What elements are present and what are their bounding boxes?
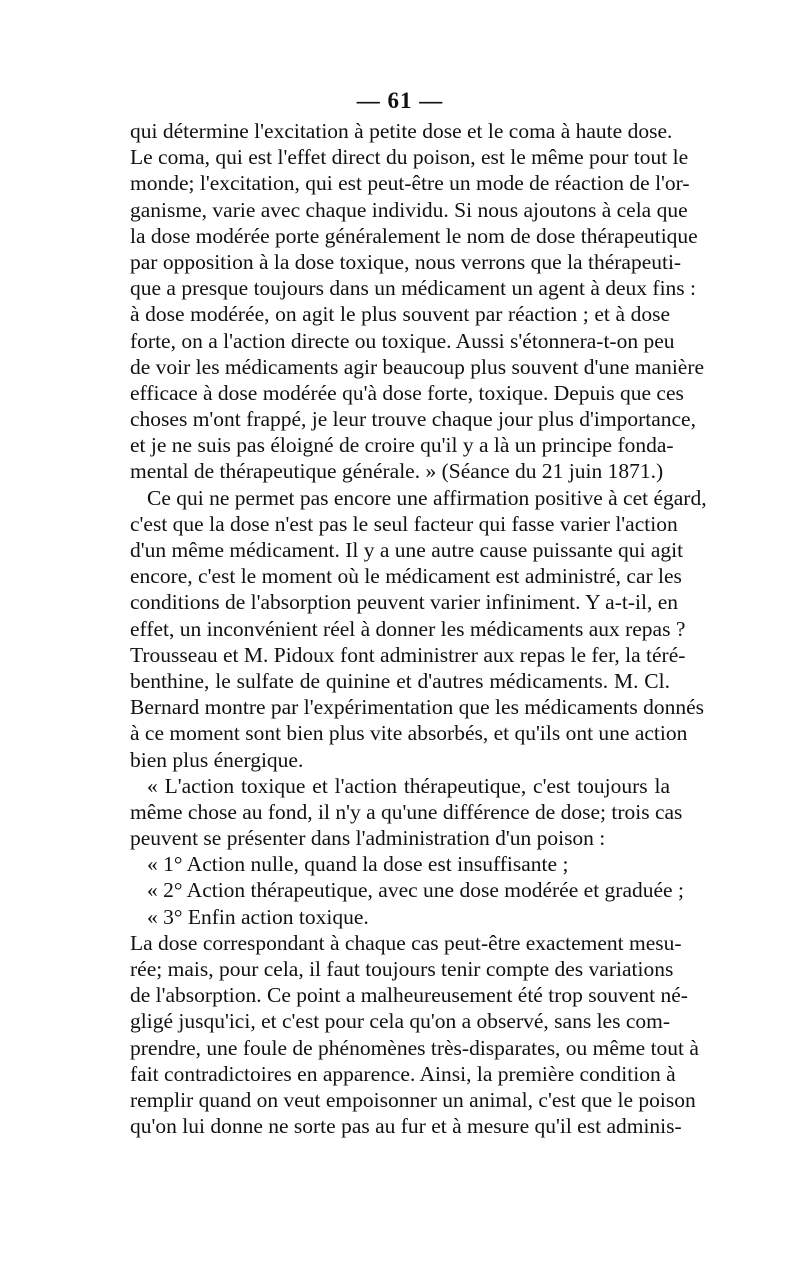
text-line: « 1° Action nulle, quand la dose est insuffisante ; <box>147 852 569 877</box>
text-line: encore, c'est le moment où le médicament est administré, car les <box>130 564 682 589</box>
text-line: « 3° Enfin action toxique. <box>147 904 369 929</box>
text-line: remplir quand on veut empoisonner un animal, c'est que le poison <box>130 1087 696 1112</box>
text-line: bien plus énergique. <box>130 747 304 772</box>
text-line: « 2° Action thérapeutique, avec une dose modérée et graduée ; <box>147 878 684 903</box>
text-line: La dose correspondant à chaque cas peut-être exactement mesu- <box>130 930 682 955</box>
text-line: Bernard montre par l'expérimentation que les médicaments donnés <box>130 695 705 720</box>
text-line: forte, on a l'action directe ou toxique. Aussi s'étonnera-t-on peu <box>130 328 675 353</box>
body-text <box>130 118 707 1139</box>
text-line: efficace à dose modérée qu'à dose forte, toxique. Depuis que ces <box>130 380 684 405</box>
text-line: de voir les médicaments agir beaucoup plus souvent d'une manière <box>130 354 705 379</box>
text-line: rée; mais, pour cela, il faut toujours tenir compte des variations <box>130 957 674 981</box>
text-line: d'un même médicament. Il y a une autre cause puissante qui agit <box>130 538 684 562</box>
text-line: « L'action toxique et l'action thérapeutique, c'est toujours la <box>147 773 670 798</box>
text-line: à ce moment sont bien plus vite absorbés, et qu'ils ont une action <box>130 721 688 746</box>
text-line: que a presque toujours dans un médicament un agent à deux fins : <box>130 276 697 301</box>
text-line: choses m'ont frappé, je leur trouve chaque jour plus d'importance, <box>130 407 696 432</box>
text-line: benthine, le sulfate de quinine et d'autres médicaments. M. Cl. <box>130 668 670 693</box>
text-line: effet, un inconvénient réel à donner les médicaments aux repas ? <box>130 616 686 641</box>
text-line: Le coma, qui est l'effet direct du poison, est le même pour tout le <box>130 145 689 170</box>
text-line: qu'on lui donne ne sorte pas au fur et à mesure qu'il est adminis- <box>130 1114 682 1139</box>
text-line: la dose modérée porte généralement le nom de dose thérapeutique <box>130 223 698 248</box>
text-line: de l'absorption. Ce point a malheureusement été trop souvent né- <box>130 983 688 1008</box>
page-number: — 61 — <box>356 88 444 113</box>
text-line: fait contradictoires en apparence. Ainsi, la première condition à <box>130 1061 676 1086</box>
text-line: à dose modérée, on agit le plus souvent par réaction ; et à dose <box>130 302 670 327</box>
text-line: Trousseau et M. Pidoux font administrer aux repas le fer, la téré- <box>130 642 686 667</box>
text-line: mental de thérapeutique générale. » (Séance du 21 juin 1871.) <box>130 459 664 484</box>
text-line: monde; l'excitation, qui est peut-être un mode de réaction de l'or- <box>130 171 690 196</box>
text-line: Ce qui ne permet pas encore une affirmation positive à cet égard, <box>147 485 707 510</box>
text-line: et je ne suis pas éloigné de croire qu'il y a là un principe fonda- <box>130 433 674 458</box>
text-line: gligé jusqu'ici, et c'est pour cela qu'on a observé, sans les com- <box>130 1009 671 1034</box>
text-line: ganisme, varie avec chaque individu. Si nous ajoutons à cela que <box>130 197 688 222</box>
text-line: par opposition à la dose toxique, nous verrons que la thérapeuti- <box>130 249 682 274</box>
text-line: conditions de l'absorption peuvent varier infiniment. Y a-t-il, en <box>130 590 678 615</box>
text-line: même chose au fond, il n'y a qu'une différence de dose; trois cas <box>130 799 683 824</box>
text-line: prendre, une foule de phénomènes très-disparates, ou même tout à <box>130 1035 699 1060</box>
text-line: qui détermine l'excitation à petite dose et le coma à haute dose. <box>130 119 673 143</box>
text-line: peuvent se présenter dans l'administration d'un poison : <box>130 826 606 851</box>
text-line: c'est que la dose n'est pas le seul facteur qui fasse varier l'action <box>130 511 678 536</box>
